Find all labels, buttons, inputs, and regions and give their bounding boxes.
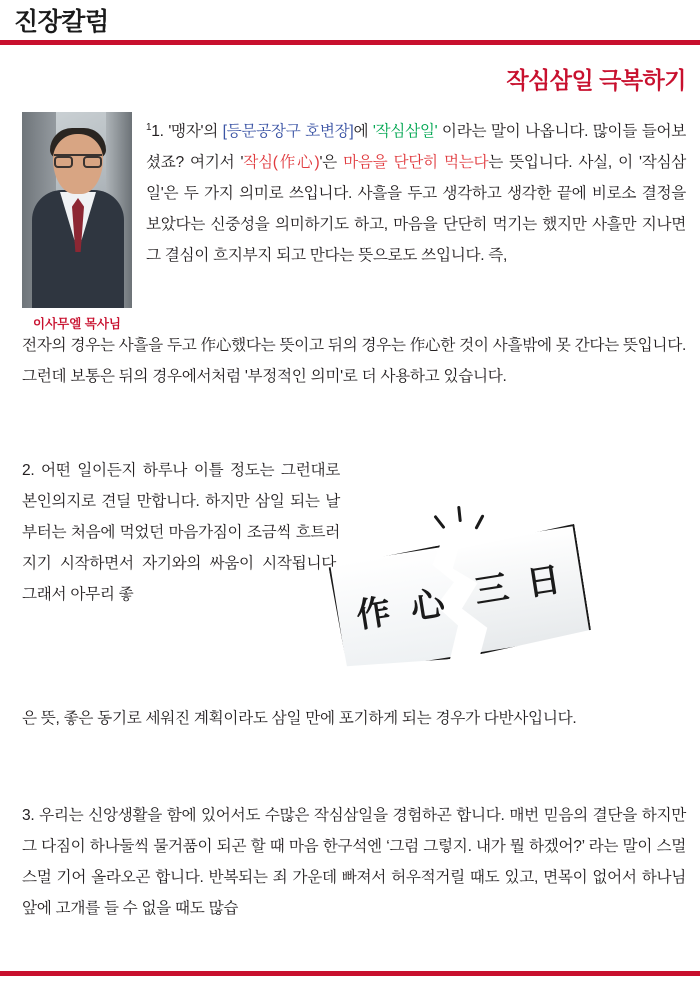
paragraph-1-keyword: '작심삼일' <box>372 123 438 141</box>
paragraph-2-continued: 은 뜻, 좋은 동기로 세워진 계획이라도 삼일 만에 포기하게 되는 경우가 다반사입니다. <box>22 710 577 727</box>
masthead-title: 진장칼럼 <box>14 8 109 36</box>
paragraph-1-definition: 마음을 단단히 먹는다 <box>343 154 489 172</box>
burst-lines-icon <box>434 504 494 534</box>
paper-piece-right <box>438 524 592 658</box>
torn-paper-illustration <box>334 500 584 700</box>
paper-piece-left <box>328 542 476 675</box>
footer-divider <box>0 971 700 976</box>
author-block <box>22 112 132 332</box>
paragraph-3: 3. 우리는 신앙생활을 함에 있어서도 수많은 작심삼일을 경험하곤 합니다. 매번 믿음의 결단을 하지만 그 다짐이 하나둘씩 물거품이 되곤 할 때 마음 한구석엔 ‘그럼 그렇지. 내가 뭘 하겠어?’ 라는 말이 스멀스멀 기어 올라오곤 합니다. 반복되는 죄 가운데 빠져서 허우적거릴 때도 있고, 면목이 없어서 하나님 앞에 고개를 들 수 없을 때도 많습 <box>22 807 686 917</box>
illustration-glyph-2: 心 <box>407 583 448 629</box>
author-photo <box>22 112 132 308</box>
paragraph-1 <box>146 112 686 271</box>
illustration-glyph-3: 三 <box>471 567 512 613</box>
paragraph-1-text-b: 에 <box>353 123 373 141</box>
paragraph-1-text-d: '은 <box>319 154 344 172</box>
paragraph-1-text-e: 는 뜻입니다. 사실, 이 '작심삼일'은 두 가지 의미로 쓰입니다. 사흘을 두고 생각하고 생각한 끝에 비로소 결정을 보았다는 신중성을 의미하기도 하고, 마음을 단단히 먹기는 했지만 사흘만 지나면 그 결심이 흐지부지 되고 만다는 뜻으로도 쓰입니다. 즉, <box>146 154 687 265</box>
paragraph-1-text-a: 1. '맹자'의 <box>151 123 223 141</box>
paragraph-1-text-c: 이라는 말이 나옵니다. 많이들 들어보셨죠? 여기서 ' <box>146 123 686 172</box>
paragraph-1-continued: 전자의 경우는 사흘을 두고 作心했다는 뜻이고 뒤의 경우는 作心한 것이 사흘밖에 못 간다는 뜻입니다. 그런데 보통은 뒤의 경우에서처럼 '부정적인 의미'로 더 사용하고 있습니다. <box>22 337 686 385</box>
paragraph-1-reference: [등문공장구 호변장] <box>222 123 354 141</box>
paragraph-1-marker: 1 <box>146 122 152 133</box>
illustration-glyph-4: 日 <box>523 559 564 605</box>
article-title: 작심삼일 극복하기 <box>506 67 686 93</box>
illustration-glyph-1: 作 <box>353 591 394 637</box>
photo-glasses <box>54 154 102 167</box>
author-name: 이사무엘 목사님 <box>33 317 121 331</box>
masthead <box>0 0 700 46</box>
paragraph-2: 2. 어떤 일이든지 하루나 이틀 정도는 그런대로 본인의지로 견딜 만합니다. 하지만 삼일 되는 날부터는 처음에 먹었던 마음가짐이 조금씩 흐트러지기 시작하면서 자기와의 싸움이 시작됩니다. 그래서 아무리 좋 <box>22 462 340 603</box>
masthead-divider <box>0 40 700 45</box>
paragraph-1-term: 작심(作心) <box>243 154 320 172</box>
